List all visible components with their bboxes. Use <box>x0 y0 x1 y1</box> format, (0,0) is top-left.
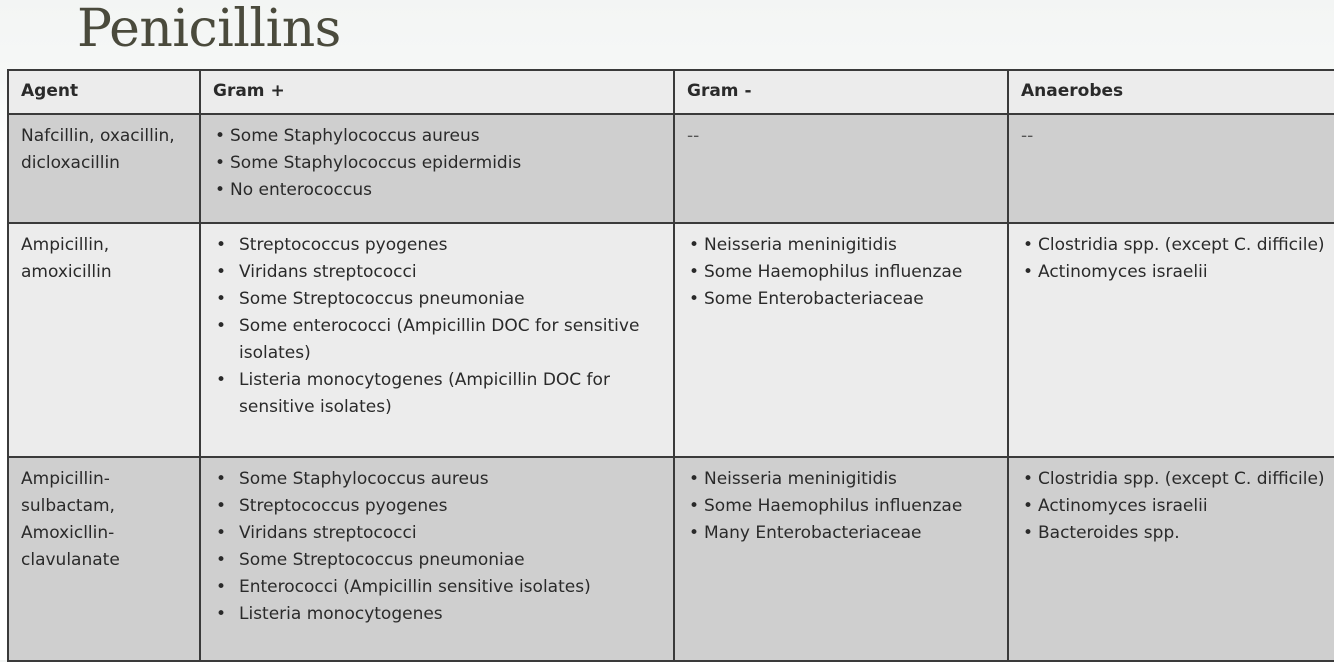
list-item: • Viridans streptococci <box>213 259 661 286</box>
anaerobes-cell <box>1008 457 1334 661</box>
header-anaerobes: Anaerobes <box>1008 70 1334 114</box>
header-agent: Agent <box>8 70 200 114</box>
anaerobes-list <box>1021 466 1334 547</box>
empty-value: -- <box>687 126 700 146</box>
agent-name: Nafcillin, oxacillin, dicloxacillin <box>21 126 175 173</box>
gram-positive-list <box>213 232 661 421</box>
empty-value: -- <box>1021 126 1034 146</box>
gram-positive-cell <box>200 223 674 457</box>
table-row <box>8 114 1334 223</box>
gram-negative-list <box>687 232 995 313</box>
anaerobes-cell <box>1008 114 1334 223</box>
list-item: • Some Enterobacteriaceae <box>687 286 995 313</box>
table-row <box>8 457 1334 661</box>
list-item: • Some Haemophilus influenzae <box>687 493 995 520</box>
list-item: • Streptococcus pyogenes <box>213 493 661 520</box>
list-item: • Clostridia spp. (except C. difficile) <box>1021 466 1334 493</box>
agent-name: Ampicillin, amoxicillin <box>21 235 112 282</box>
gram-negative-list <box>687 466 995 547</box>
list-item: • Some Staphylococcus epidermidis <box>213 150 661 177</box>
gram-positive-cell <box>200 114 674 223</box>
agent-cell <box>8 223 200 457</box>
list-item: • Bacteroides spp. <box>1021 520 1334 547</box>
header-gram-negative: Gram - <box>674 70 1008 114</box>
list-item: • Some enterococci (Ampicillin DOC for sensitive isolates) <box>213 313 661 367</box>
list-item: • Some Streptococcus pneumoniae <box>213 547 661 574</box>
list-item: • Some Staphylococcus aureus <box>213 466 661 493</box>
agent-cell <box>8 114 200 223</box>
gram-negative-cell <box>674 457 1008 661</box>
agent-cell <box>8 457 200 661</box>
header-row <box>8 70 1334 114</box>
list-item: • Listeria monocytogenes <box>213 601 661 628</box>
gram-negative-cell <box>674 114 1008 223</box>
penicillins-table <box>7 69 1334 662</box>
anaerobes-list <box>1021 232 1334 286</box>
list-item: • Streptococcus pyogenes <box>213 232 661 259</box>
list-item: • Listeria monocytogenes (Ampicillin DOC for sensitive isolates) <box>213 367 661 421</box>
table-row <box>8 223 1334 457</box>
list-item: • Clostridia spp. (except C. difficile) <box>1021 232 1334 259</box>
list-item: • Some Streptococcus pneumoniae <box>213 286 661 313</box>
list-item: • Neisseria meninigitidis <box>687 466 995 493</box>
list-item: • Some Staphylococcus aureus <box>213 123 661 150</box>
agent-name: Ampicillin-sulbactam, Amoxicllin-clavulanate <box>21 469 120 570</box>
header-gram-positive: Gram + <box>200 70 674 114</box>
gram-negative-cell <box>674 223 1008 457</box>
list-item: • Actinomyces israelii <box>1021 259 1334 286</box>
gram-positive-cell <box>200 457 674 661</box>
list-item: • Many Enterobacteriaceae <box>687 520 995 547</box>
list-item: • Actinomyces israelii <box>1021 493 1334 520</box>
gram-positive-list <box>213 123 661 204</box>
list-item: • No enterococcus <box>213 177 661 204</box>
anaerobes-cell <box>1008 223 1334 457</box>
list-item: • Some Haemophilus influenzae <box>687 259 995 286</box>
list-item: • Enterococci (Ampicillin sensitive isolates) <box>213 574 661 601</box>
list-item: • Neisseria meninigitidis <box>687 232 995 259</box>
gram-positive-list <box>213 466 661 628</box>
slide-title: Penicillins <box>77 0 341 59</box>
list-item: • Viridans streptococci <box>213 520 661 547</box>
